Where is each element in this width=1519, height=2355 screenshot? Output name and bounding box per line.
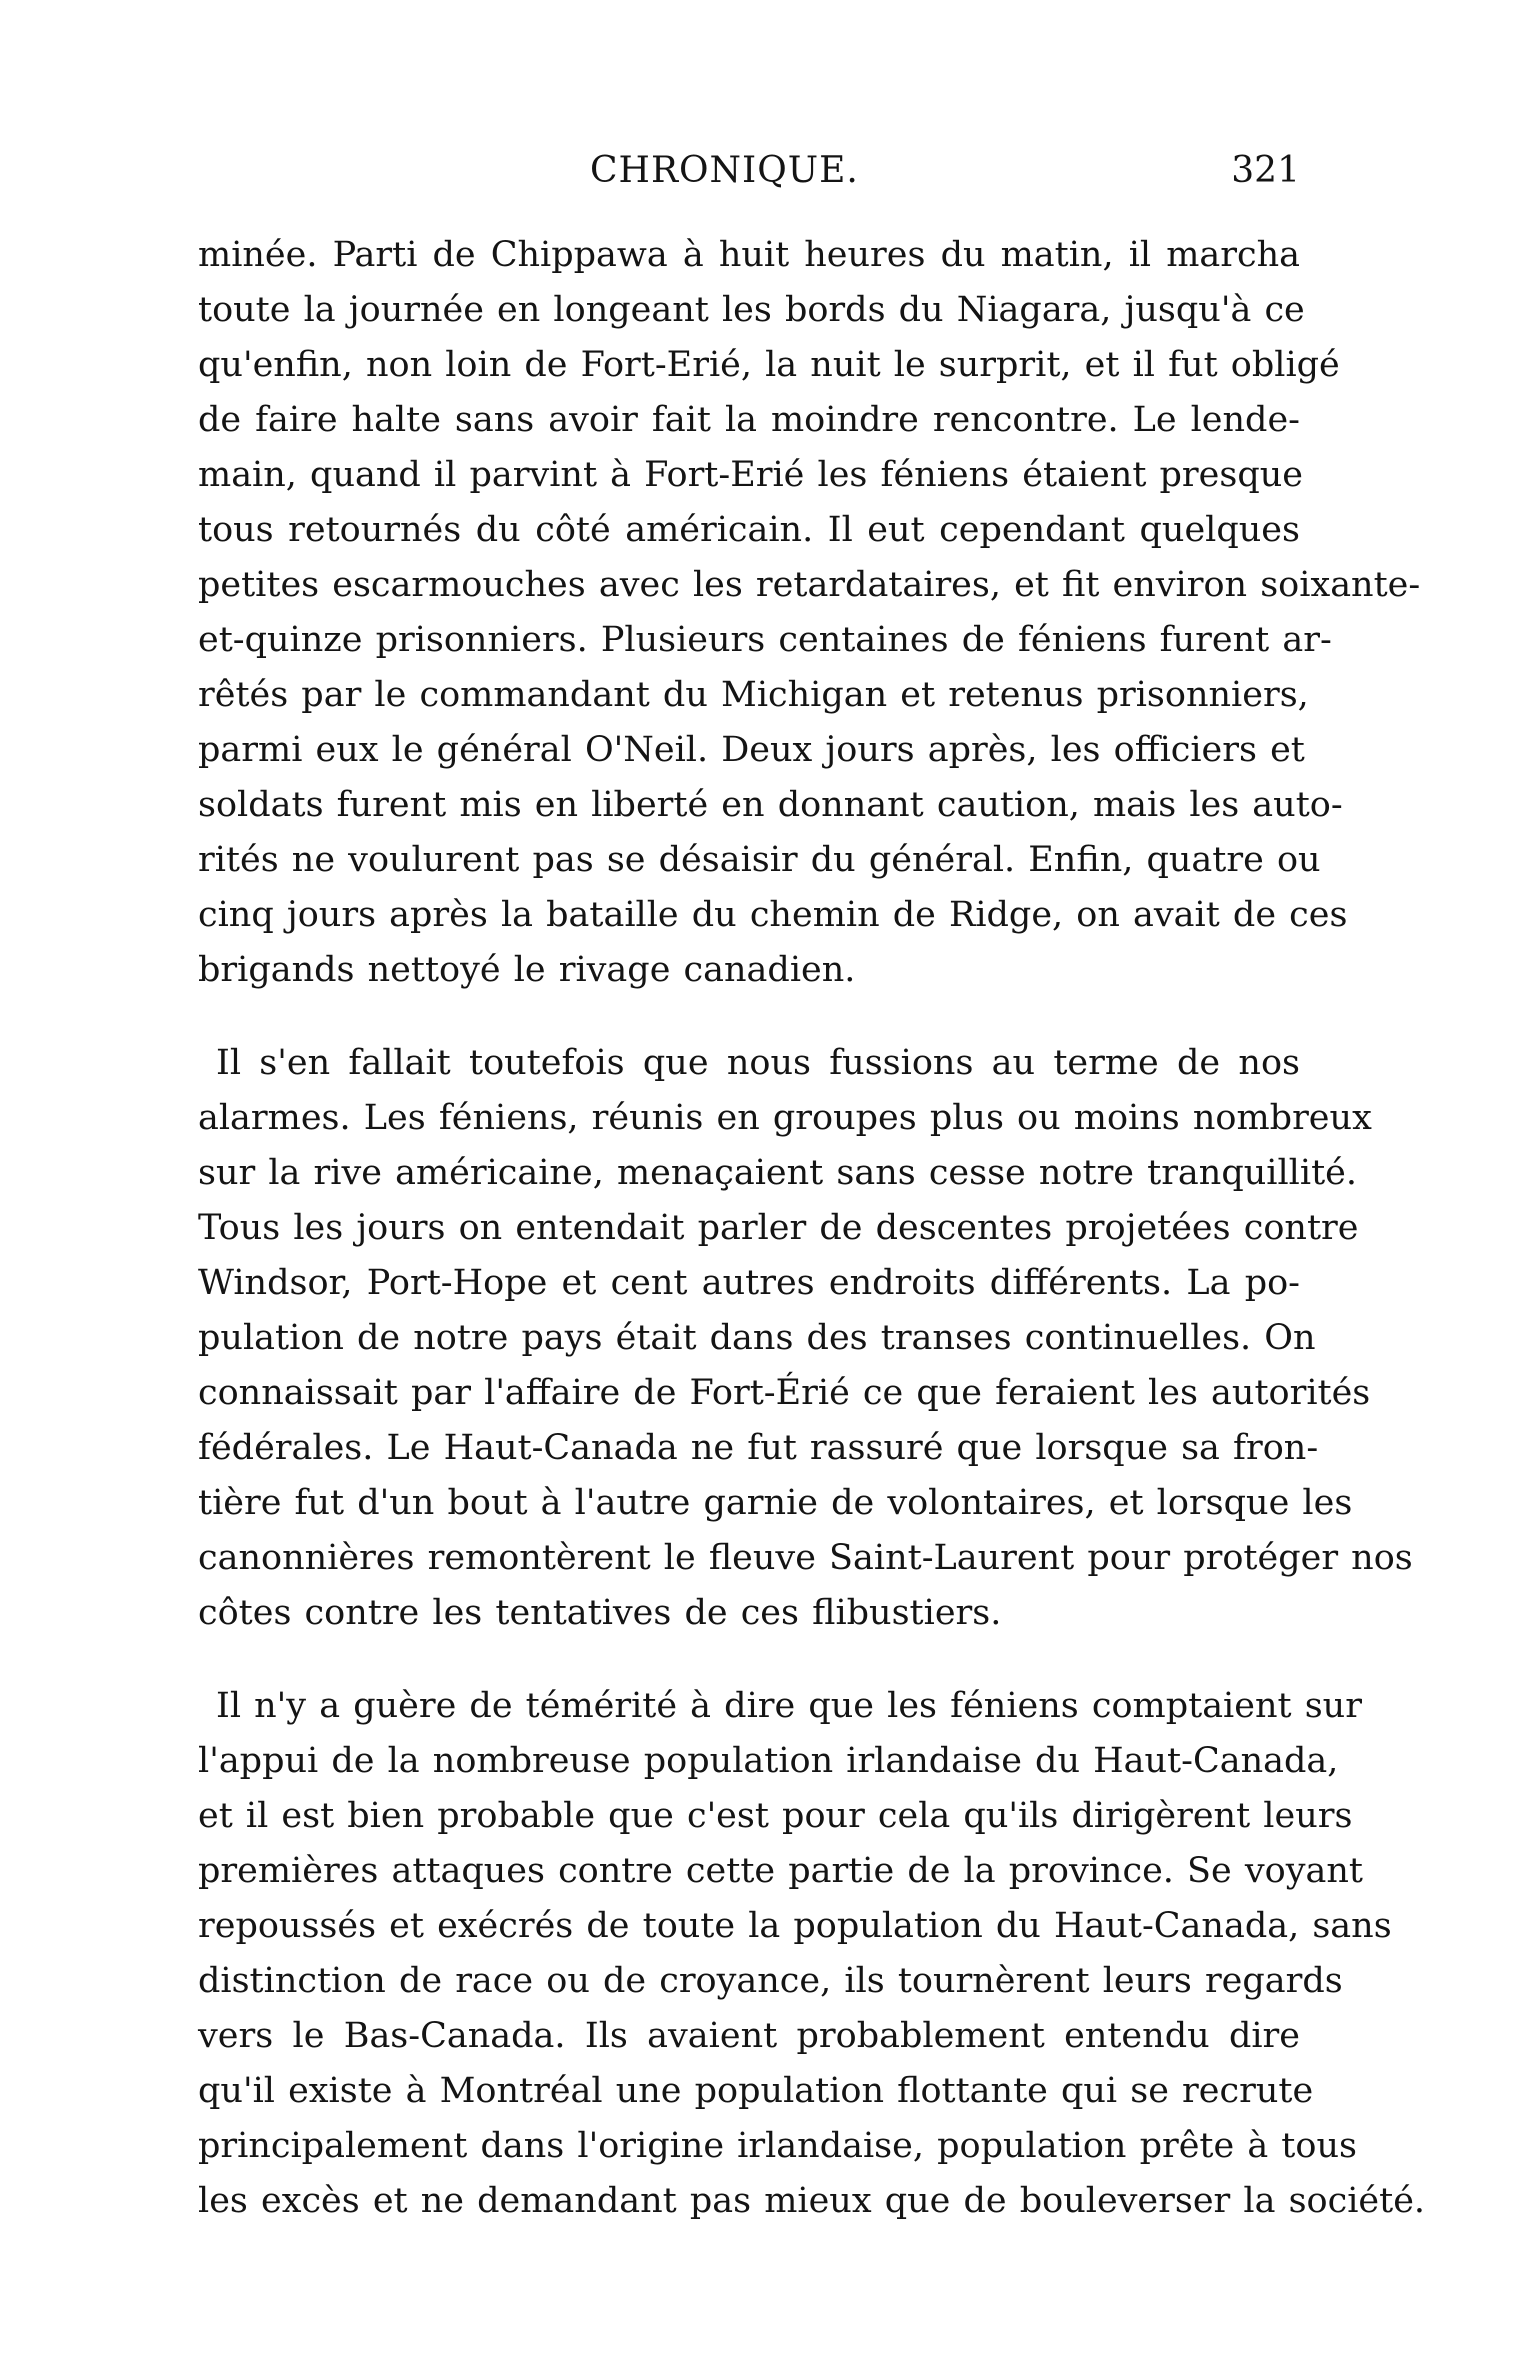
text-line: vers le Bas-Canada. Ils avaient probablement entendu dire	[198, 2016, 1300, 2056]
text-line: main, quand il parvint à Fort-Erié les féniens étaient presque	[198, 455, 1303, 495]
text-line: rêtés par le commandant du Michigan et retenus prisonniers,	[198, 675, 1309, 715]
paragraph-2	[198, 1036, 1413, 1641]
text-line: distinction de race ou de croyance, ils tournèrent leurs regards	[198, 1961, 1343, 2001]
page-number: 321	[1231, 150, 1300, 191]
text-line: canonnières remontèrent le fleuve Saint-Laurent pour protéger nos	[198, 1538, 1413, 1578]
text-line: rités ne voulurent pas se désaisir du général. Enfin, quatre ou	[198, 840, 1321, 880]
text-line: fédérales. Le Haut-Canada ne fut rassuré que lorsque sa fron-	[198, 1428, 1319, 1468]
text-line: toute la journée en longeant les bords du Niagara, jusqu'à ce	[198, 290, 1305, 330]
text-line: petites escarmouches avec les retardataires, et fit environ soixante-	[198, 565, 1421, 605]
text-line: et-quinze prisonniers. Plusieurs centaines de féniens furent ar-	[198, 620, 1332, 660]
text-line: soldats furent mis en liberté en donnant caution, mais les auto-	[198, 785, 1343, 825]
text-line: brigands nettoyé le rivage canadien.	[198, 950, 856, 990]
text-line: sur la rive américaine, menaçaient sans cesse notre tranquillité.	[198, 1153, 1357, 1193]
text-line: côtes contre les tentatives de ces flibustiers.	[198, 1593, 1002, 1633]
text-line: principalement dans l'origine irlandaise, population prête à tous	[198, 2126, 1357, 2166]
text-line: Tous les jours on entendait parler de descentes projetées contre	[198, 1208, 1359, 1248]
body-text	[198, 228, 1426, 2267]
text-line: tière fut d'un bout à l'autre garnie de volontaires, et lorsque les	[198, 1483, 1353, 1523]
text-line: alarmes. Les féniens, réunis en groupes plus ou moins nombreux	[198, 1098, 1372, 1138]
text-line: tous retournés du côté américain. Il eut cependant quelques	[198, 510, 1300, 550]
text-line: premières attaques contre cette partie de la province. Se voyant	[198, 1851, 1363, 1891]
text-line: minée. Parti de Chippawa à huit heures du matin, il marcha	[198, 235, 1300, 275]
text-line: pulation de notre pays était dans des transes continuelles. On	[198, 1318, 1316, 1358]
text-line: l'appui de la nombreuse population irlandaise du Haut-Canada,	[198, 1741, 1339, 1781]
paragraph-1	[198, 228, 1421, 998]
text-line: repoussés et exécrés de toute la population du Haut-Canada, sans	[198, 1906, 1392, 1946]
text-line: qu'enfin, non loin de Fort-Erié, la nuit le surprit, et il fut obligé	[198, 345, 1340, 385]
running-head-title: CHRONIQUE.	[590, 150, 859, 191]
text-line: Il s'en fallait toutefois que nous fussions au terme de nos	[216, 1043, 1300, 1083]
text-line: les excès et ne demandant pas mieux que de bouleverser la société.	[198, 2181, 1426, 2221]
text-line: Windsor, Port-Hope et cent autres endroits différents. La po-	[198, 1263, 1300, 1303]
text-line: parmi eux le général O'Neil. Deux jours après, les officiers et	[198, 730, 1305, 770]
text-line: et il est bien probable que c'est pour cela qu'ils dirigèrent leurs	[198, 1796, 1353, 1836]
text-line: cinq jours après la bataille du chemin de Ridge, on avait de ces	[198, 895, 1348, 935]
running-head	[200, 150, 1300, 200]
paragraph-3	[198, 1679, 1426, 2229]
text-line: de faire halte sans avoir fait la moindre rencontre. Le lende-	[198, 400, 1300, 440]
text-line: qu'il existe à Montréal une population flottante qui se recrute	[198, 2071, 1314, 2111]
text-line: Il n'y a guère de témérité à dire que les féniens comptaient sur	[216, 1686, 1362, 1726]
text-line: connaissait par l'affaire de Fort-Érié ce que feraient les autorités	[198, 1373, 1371, 1413]
